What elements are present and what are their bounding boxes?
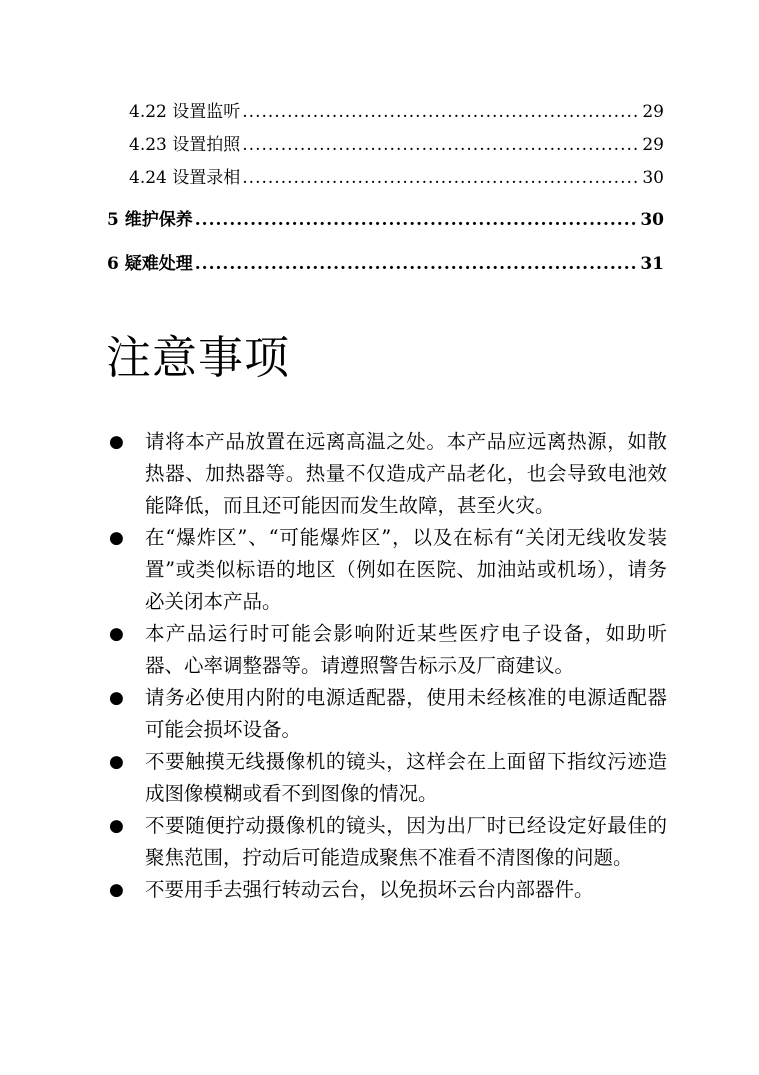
- note-text: 请将本产品放置在远离高温之处。本产品应远离热源，如散热器、加热器等。热量不仅造成产品老化，也会导致电池效能降低，而且还可能因而发生故障，甚至火灾。: [145, 430, 667, 517]
- bullet-icon: ●: [109, 688, 124, 708]
- toc-entry-label: 4.23 设置拍照: [129, 135, 241, 155]
- toc-dot-leader: [195, 198, 639, 242]
- note-text: 不要触摸无线摄像机的镜头，这样会在上面留下指纹污迹造成图像模糊或看不到图像的情况。: [145, 750, 667, 805]
- toc-entry-4-22[interactable]: [107, 96, 664, 129]
- bullet-icon: ●: [109, 816, 124, 836]
- toc-entry-4-24[interactable]: [107, 162, 664, 195]
- toc-entry-5[interactable]: [107, 198, 664, 242]
- list-item: [107, 426, 667, 522]
- toc-entry-label: 4.22 设置监听: [129, 102, 241, 122]
- toc-dot-leader: [242, 129, 640, 162]
- bullet-icon: ●: [109, 432, 124, 452]
- table-of-contents: [107, 96, 664, 286]
- bullet-icon: ●: [109, 624, 124, 644]
- bullet-icon: ●: [109, 752, 124, 772]
- list-item: [107, 522, 667, 618]
- toc-entry-label: 5 维护保养: [107, 210, 193, 230]
- list-item: [107, 682, 667, 746]
- toc-page-number: 30: [642, 168, 664, 188]
- toc-page-number: 31: [640, 254, 664, 274]
- toc-dot-leader: [195, 242, 639, 286]
- note-text: 请务必使用内附的电源适配器，使用未经核准的电源适配器可能会损坏设备。: [145, 686, 667, 741]
- note-text: 不要随便拧动摄像机的镜头，因为出厂时已经设定好最佳的聚焦范围，拧动后可能造成聚焦不准看不清图像的问题。: [145, 814, 667, 869]
- note-text: 在“爆炸区”、“可能爆炸区”，以及在标有“关闭无线收发装置”或类似标语的地区（例如在医院、加油站或机场），请务必关闭本产品。: [145, 526, 667, 613]
- list-item: [107, 618, 667, 682]
- list-item: [107, 746, 667, 810]
- toc-entry-6[interactable]: [107, 242, 664, 286]
- toc-dot-leader: [242, 162, 640, 195]
- list-item: [107, 810, 667, 874]
- toc-entry-4-23[interactable]: [107, 129, 664, 162]
- toc-page-number: 29: [642, 135, 664, 155]
- toc-dot-leader: [242, 96, 640, 129]
- bullet-icon: ●: [109, 880, 124, 900]
- precautions-list: [107, 426, 667, 906]
- note-text: 不要用手去强行转动云台，以免损坏云台内部器件。: [145, 878, 594, 901]
- bullet-icon: ●: [109, 528, 124, 548]
- toc-entry-label: 6 疑难处理: [107, 254, 193, 274]
- toc-entry-label: 4.24 设置录相: [129, 168, 241, 188]
- toc-page-number: 30: [640, 210, 664, 230]
- toc-page-number: 29: [642, 102, 664, 122]
- section-title: 注意事项: [106, 331, 291, 384]
- note-text: 本产品运行时可能会影响附近某些医疗电子设备，如助听器、心率调整器等。请遵照警告标示及厂商建议。: [145, 622, 667, 677]
- list-item: [107, 874, 667, 906]
